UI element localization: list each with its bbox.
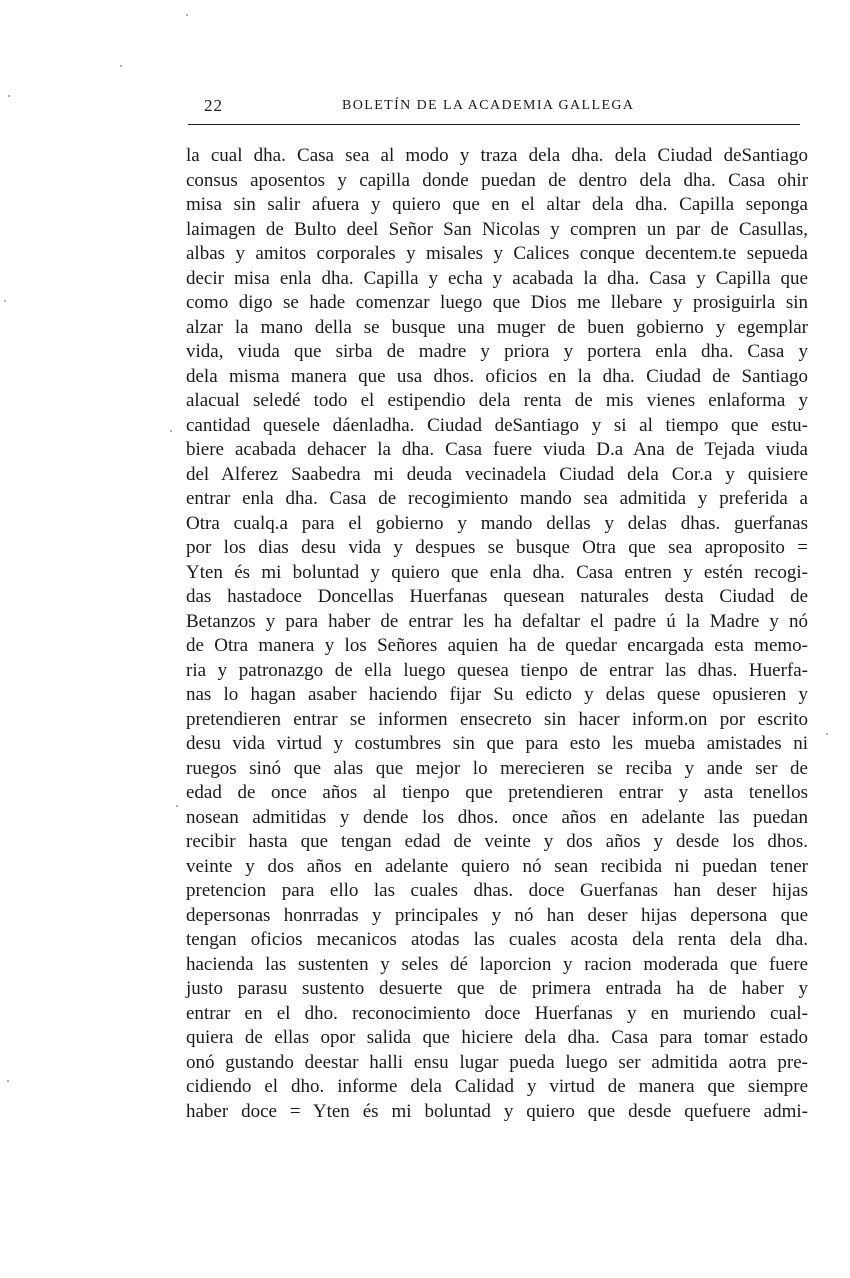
page-number: 22 xyxy=(204,96,223,115)
text-line: nosean admitidas y dende los dhos. once años en adelante las puedan xyxy=(186,806,808,828)
text-line: quiera de ellas opor salida que hiciere dela dha. Casa para tomar estado xyxy=(186,1027,808,1048)
text-line: ria y patronazgo de ella luego quesea tienpo de entrar las dhas. Huerfa- xyxy=(186,659,808,681)
text-line: entrar en el dho. reconocimiento doce Huerfanas y en muriendo cual- xyxy=(186,1002,808,1024)
text-line: consus aposentos y capilla donde puedan de dentro dela dha. Casa ohir xyxy=(186,169,808,191)
body-text xyxy=(186,144,808,1124)
text-line: justo parasu sustento desuerte que de primera entrada ha de haber y xyxy=(186,978,808,999)
text-line: veinte y dos años en adelante quiero nó sean recibida ni puedan tener xyxy=(186,855,808,877)
text-line: decir misa enla dha. Capilla y echa y acabada la dha. Casa y Capilla que xyxy=(186,267,808,289)
page-header xyxy=(188,96,800,120)
text-line: entrar enla dha. Casa de recogimiento mando sea admitida y preferida a xyxy=(186,488,808,509)
text-line: vida, viuda que sirba de madre y priora y portera enla dha. Casa y xyxy=(186,341,808,362)
text-line: Betanzos y para haber de entrar les ha defaltar el padre ú la Madre y nó xyxy=(186,610,808,632)
text-line: alacual seledé todo el estipendio dela renta de mis vienes enlaforma y xyxy=(186,390,808,411)
text-line: cantidad quesele dáenladha. Ciudad deSantiago y si al tiempo que estu- xyxy=(186,414,808,436)
text-line: pretencion para ello las cuales dhas. doce Guerfanas han deser hijas xyxy=(186,880,808,901)
text-line: tengan oficios mecanicos atodas las cuales acosta dela renta dela dha. xyxy=(186,929,808,950)
text-line: onó gustando deestar halli ensu lugar pueda luego ser admitida aotra pre- xyxy=(186,1051,808,1073)
text-line: recibir hasta que tengan edad de veinte y dos años y desde los dhos. xyxy=(186,831,808,852)
text-line: como digo se hade comenzar luego que Dios me llebare y prosiguirla sin xyxy=(186,292,808,313)
text-line: alzar la mano della se busque una muger de buen gobierno y egemplar xyxy=(186,316,808,338)
text-line: misa sin salir afuera y quiero que en el altar dela dha. Capilla seponga xyxy=(186,194,808,215)
text-line: del Alferez Saabedra mi deuda vecinadela Ciudad dela Cor.a y quisiere xyxy=(186,463,808,485)
text-line: por los dias desu vida y despues se busque Otra que sea aproposito = xyxy=(186,537,808,558)
text-line: ruegos sinó que alas que mejor lo merecieren se reciba y ande ser de xyxy=(186,757,808,779)
text-line: edad de once años al tienpo que pretendieren entrar y asta tenellos xyxy=(186,782,808,803)
text-line: biere acabada dehacer la dha. Casa fuere viuda D.a Ana de Tejada viuda xyxy=(186,439,808,460)
text-line: albas y amitos corporales y misales y Calices conque decentem.te sepueda xyxy=(186,243,808,264)
text-line: Yten és mi boluntad y quiero que enla dha. Casa entren y estén recogi- xyxy=(186,561,808,583)
text-line: dela misma manera que usa dhos. oficios en la dha. Ciudad de Santiago xyxy=(186,365,808,387)
text-line: pretendieren entrar se informen ensecreto sin hacer inform.on por escrito xyxy=(186,708,808,730)
header-rule xyxy=(188,124,800,125)
text-line: das hastadoce Doncellas Huerfanas quesean naturales desta Ciudad de xyxy=(186,586,808,607)
text-line: cidiendo el dho. informe dela Calidad y virtud de manera que siempre xyxy=(186,1076,808,1097)
text-line: Otra cualq.a para el gobierno y mando dellas y delas dhas. guerfanas xyxy=(186,512,808,534)
running-title: BOLETÍN DE LA ACADEMIA GALLEGA xyxy=(342,98,635,113)
text-line: de Otra manera y los Señores aquien ha de quedar encargada esta memo- xyxy=(186,635,808,656)
text-line: depersonas honrradas y principales y nó han deser hijas depersona que xyxy=(186,904,808,926)
text-line: desu vida virtud y costumbres sin que para esto les mueba amistades ni xyxy=(186,733,808,754)
text-line: laimagen de Bulto deel Señor San Nicolas y compren un par de Casullas, xyxy=(186,218,808,240)
text-line: nas lo hagan asaber haciendo fijar Su edicto y delas quese opusieren y xyxy=(186,684,808,705)
text-line: la cual dha. Casa sea al modo y traza dela dha. dela Ciudad deSantiago xyxy=(186,145,808,166)
text-line: hacienda las sustenten y seles dé laporcion y racion moderada que fuere xyxy=(186,953,808,975)
text-line: haber doce = Yten és mi boluntad y quiero que desde quefuere admi- xyxy=(186,1100,808,1122)
